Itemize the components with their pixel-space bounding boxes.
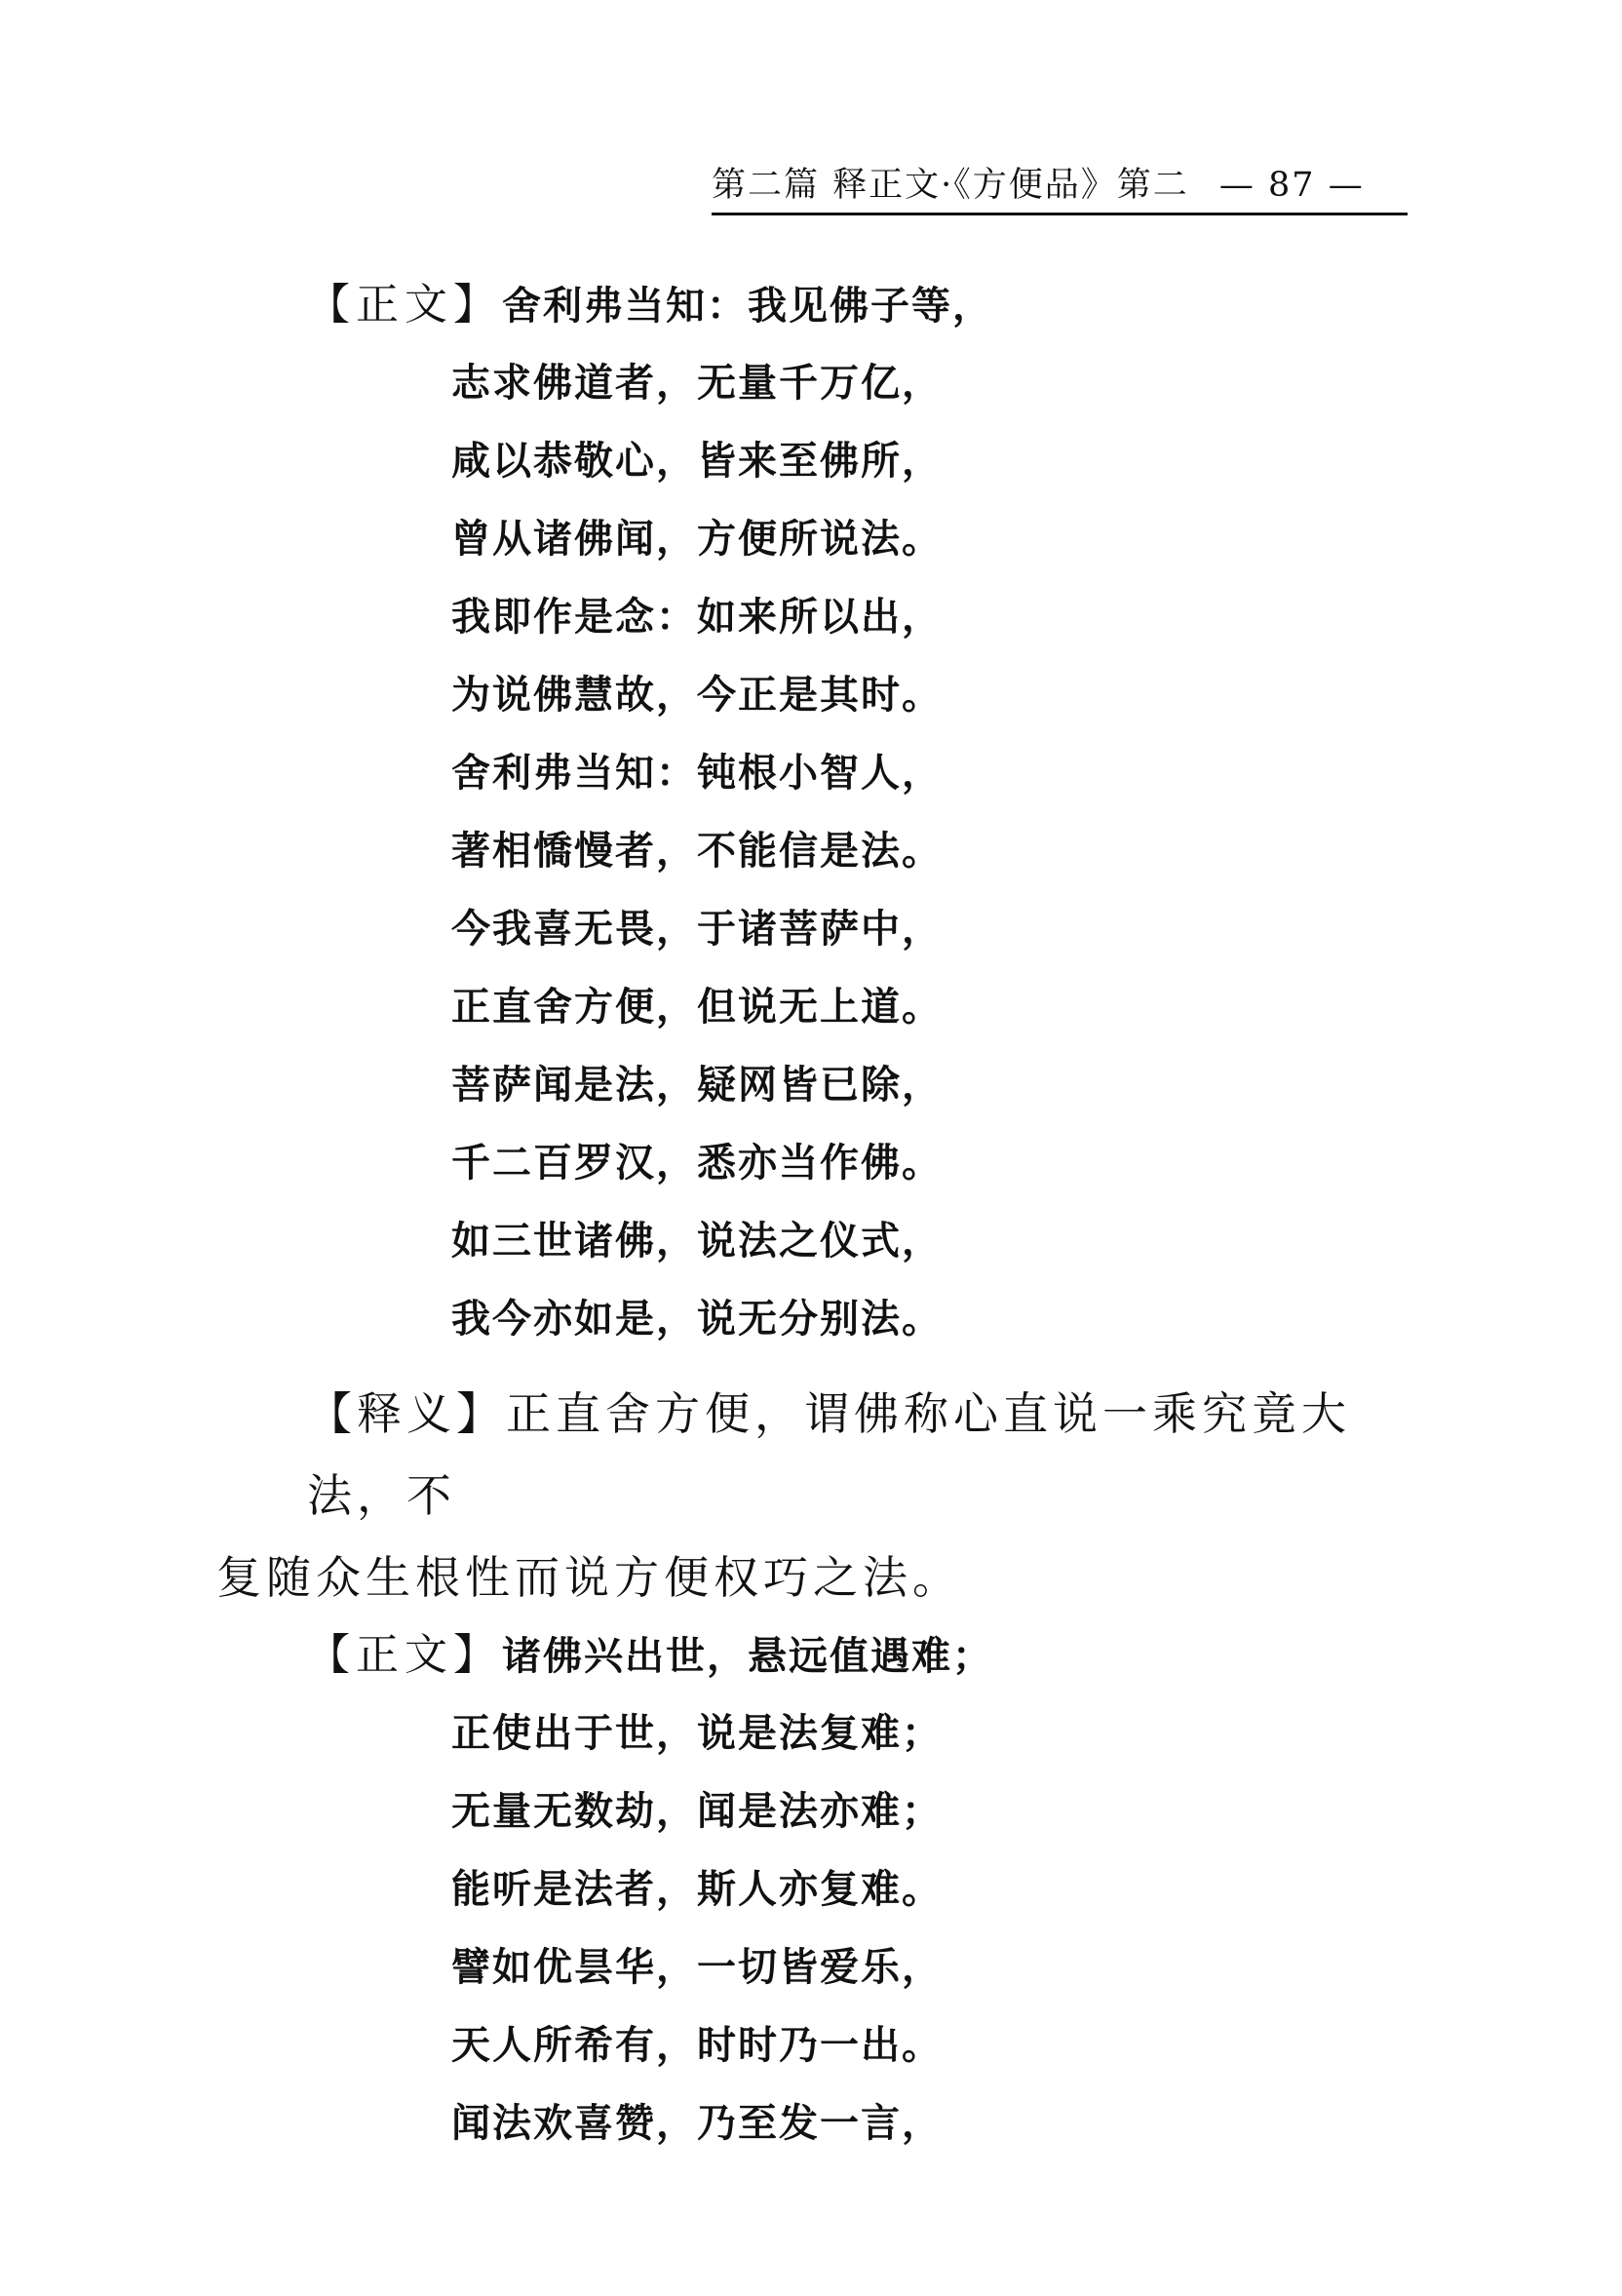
commentary-line: 【释义】正直舍方便，谓佛称心直说一乘究竟大法，不 (307, 1387, 1351, 1522)
verse-line: 【正文】诸佛兴出世，悬远值遇难； (307, 1630, 993, 1680)
section-tag: 【正文】 (307, 1630, 502, 1680)
verse-line: 著相憍慢者，不能信是法。 (451, 829, 943, 874)
running-title: 第二篇 释正文·《方便品》第二 (712, 166, 1189, 205)
verse-line: 曾从诸佛闻，方便所说法。 (451, 517, 943, 562)
verse-line: 天人所希有，时时乃一出。 (451, 2023, 943, 2068)
verse-line: 正使出于世，说是法复难； (451, 1711, 943, 1756)
verse-line: 如三世诸佛，说法之仪式， (451, 1219, 943, 1264)
page-number: — 87 — (1218, 166, 1365, 205)
verse-line: 志求佛道者，无量千万亿， (451, 361, 943, 406)
verse-line: 无量无数劫，闻是法亦难； (451, 1789, 943, 1834)
verse-line: 譬如优昙华，一切皆爱乐， (451, 1945, 943, 1990)
section-tag: 【释义】 (307, 1387, 506, 1440)
verse-line: 正直舍方便，但说无上道。 (451, 985, 943, 1030)
verse-line: 舍利弗当知：钝根小智人， (451, 751, 943, 796)
verse-line: 能听是法者，斯人亦复难。 (451, 1867, 943, 1912)
verse-line: 菩萨闻是法，疑网皆已除， (451, 1063, 943, 1108)
verse-line: 【正文】舍利弗当知：我见佛子等， (307, 280, 993, 330)
verse-line: 咸以恭敬心，皆来至佛所， (451, 439, 943, 484)
verse-line: 闻法欢喜赞，乃至发一言， (451, 2101, 943, 2146)
running-header (712, 164, 1408, 215)
verse-line: 我今亦如是，说无分别法。 (451, 1297, 943, 1342)
commentary-line: 复随众生根性而说方便权巧之法。 (216, 1551, 962, 1604)
section-tag: 【正文】 (307, 280, 502, 330)
verse-line: 我即作是念：如来所以出， (451, 595, 943, 640)
verse-line: 千二百罗汉，悉亦当作佛。 (451, 1141, 943, 1186)
verse-line: 今我喜无畏，于诸菩萨中， (451, 907, 943, 952)
verse-line: 为说佛慧故，今正是其时。 (451, 673, 943, 718)
commentary (216, 1373, 1425, 1618)
